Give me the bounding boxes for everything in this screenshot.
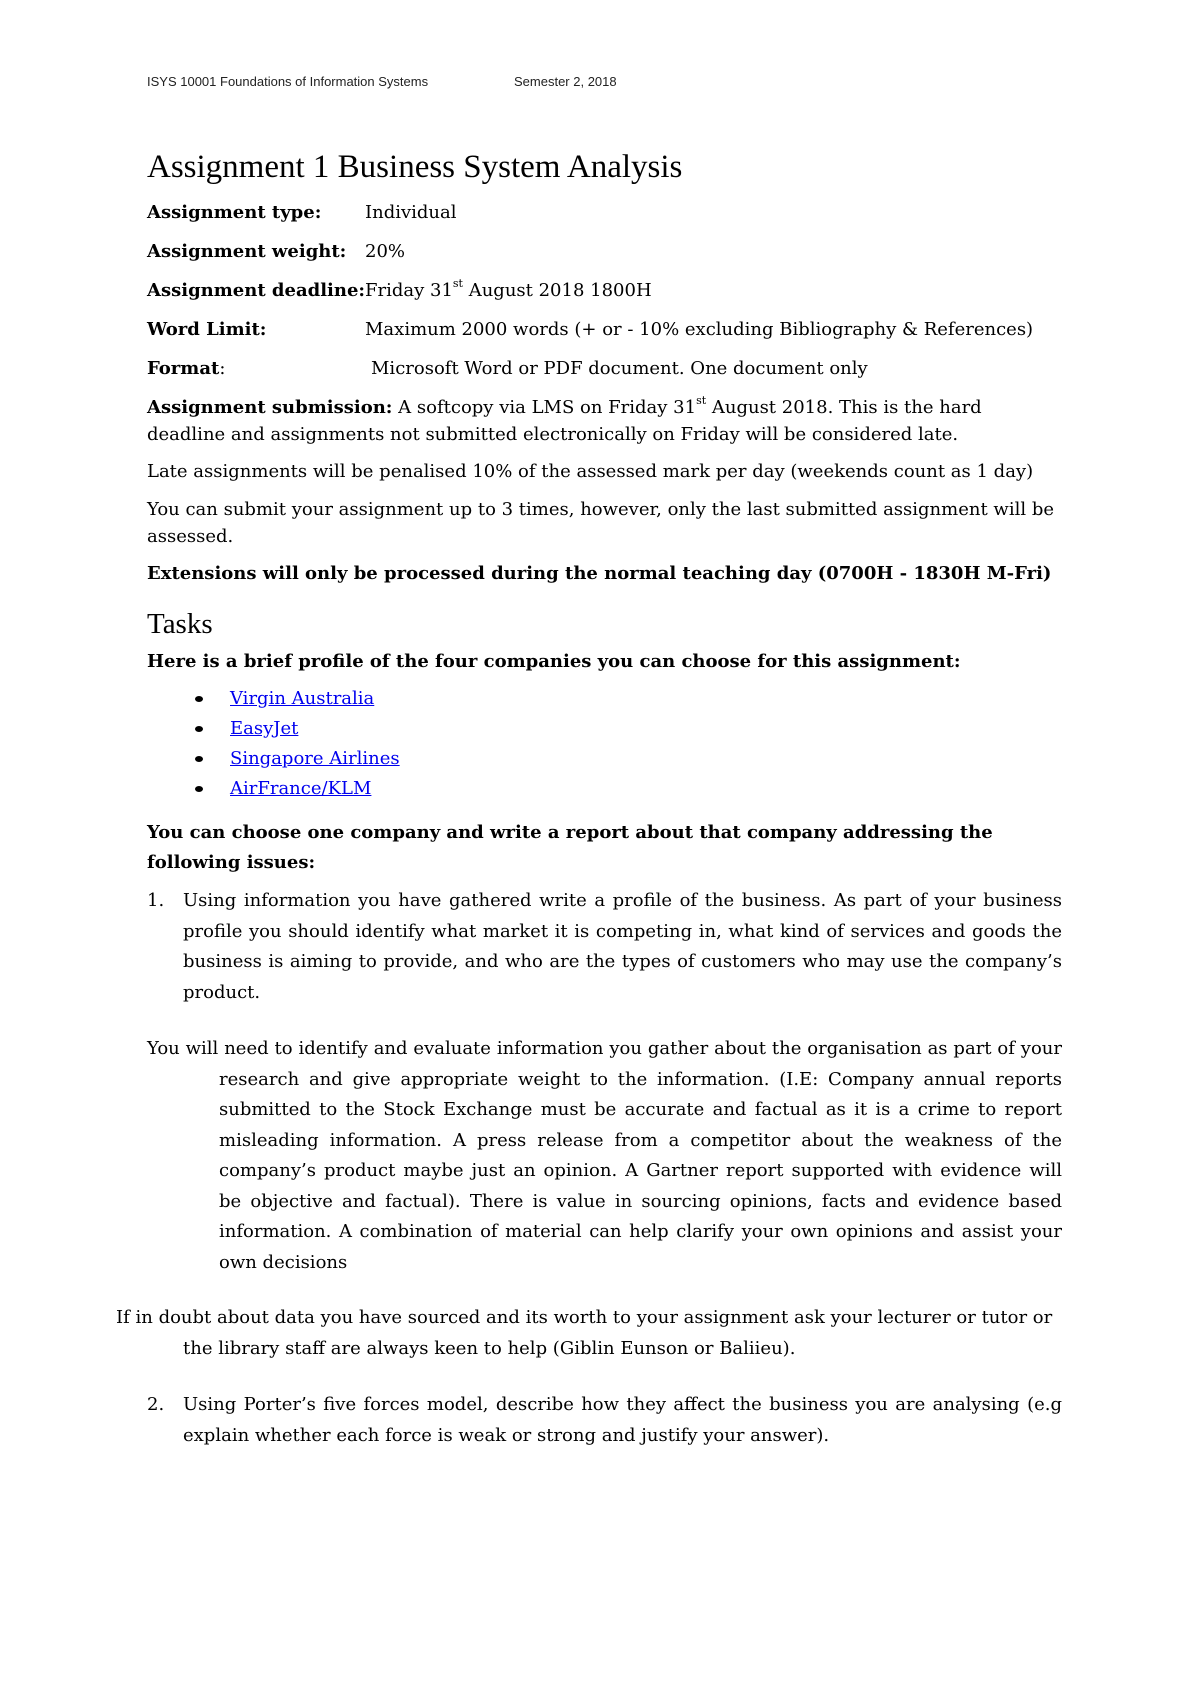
document-title: Assignment 1 Business System Analysis — [147, 149, 683, 185]
assignment-weight-label: Assignment weight: — [147, 241, 347, 262]
late-penalty-text: Late assignments will be penalised 10% of the assessed mark per day (weekends count as 1 day) — [147, 461, 1034, 482]
document-body — [116, 145, 1062, 1451]
task-text-1: Using information you have gathered write a profile of the business. As part of your business profile you should identify what market it is competing in, what kind of services and goods the business is aiming to provide, and who are the types of customers who may use the company’s product. — [183, 890, 1062, 1003]
extensions-text: Extensions will only be processed during the normal teaching day (0700H - 1830H M-Fri) — [147, 563, 1052, 584]
assignment-type-row — [147, 199, 1062, 227]
bullet-icon — [195, 756, 203, 762]
doubt-text: If in doubt about data you have sourced and its worth to your assignment ask your lecturer or tutor or the library staff are always keen to help (Giblin Eunson or Baliieu). — [116, 1307, 1053, 1359]
company-link-singapore-airlines[interactable]: Singapore Airlines — [230, 748, 400, 769]
semester-label: Semester 2, 2018 — [514, 74, 617, 89]
deadline-date-prefix: Friday 31 — [365, 280, 453, 301]
tasks-heading: Tasks — [147, 608, 213, 640]
deadline-date-suffix: August 2018 1800H — [462, 280, 652, 301]
list-item — [195, 744, 1062, 774]
assignment-weight-value: 20% — [365, 241, 406, 262]
format-label: Format — [147, 358, 220, 379]
choose-company-text: You can choose one company and write a report about that company addressing the following issues: — [147, 822, 993, 873]
assignment-weight-row — [147, 238, 1062, 266]
company-link-airfrance-klm[interactable]: AirFrance/KLM — [230, 778, 372, 799]
bullet-icon — [195, 696, 203, 702]
company-list — [147, 684, 1062, 804]
submission-text-start: A softcopy via LMS on Friday 31 — [392, 397, 697, 418]
assignment-type-value: Individual — [365, 202, 457, 223]
list-item — [195, 774, 1062, 804]
evaluate-information-text: You will need to identify and evaluate information you gather about the organisation as part of your research and give appropriate weight to the information. (I.E: Company annual reports submitted to the Stock Exchange must be accurate and factual as it is a crime to report misleading information. A press release from a competitor about the weakness of the company’s product maybe just an opinion. A Gartner report supported with evidence will be objective and factual). There is value in sourcing opinions, facts and evidence based information. A combination of material can help clarify your own opinions and assist your own decisions — [147, 1038, 1062, 1273]
resubmission-text: You can submit your assignment up to 3 times, however, only the last submitted assignment will be assessed. — [147, 499, 1054, 547]
company-link-virgin-australia[interactable]: Virgin Australia — [230, 688, 375, 709]
task-text-2: Using Porter’s five forces model, describe how they affect the business you are analysing (e.g explain whether each force is weak or strong and justify your answer). — [183, 1394, 1062, 1446]
companies-intro: Here is a brief profile of the four companies you can choose for this assignment: — [147, 651, 961, 672]
assignment-deadline-row — [147, 277, 1062, 305]
assignment-type-label: Assignment type: — [147, 202, 322, 223]
word-limit-row — [147, 316, 1062, 344]
task-item-1 — [147, 886, 1062, 1008]
task-number-2: 2. — [147, 1394, 165, 1415]
list-item — [195, 684, 1062, 714]
bullet-icon — [195, 726, 203, 732]
task-item-2 — [147, 1390, 1062, 1451]
format-value: Microsoft Word or PDF document. One document only — [371, 358, 868, 379]
task-number-1: 1. — [147, 890, 165, 911]
assignment-deadline-value — [365, 277, 1062, 305]
company-link-easyjet[interactable]: EasyJet — [230, 718, 299, 739]
page-header — [147, 74, 617, 89]
format-label-cell — [147, 355, 365, 383]
word-limit-value: Maximum 2000 words (+ or - 10% excluding Bibliography & References) — [365, 319, 1034, 340]
course-name: ISYS 10001 Foundations of Information Systems — [147, 74, 429, 89]
submission-ordinal-suffix: st — [696, 394, 707, 407]
list-item — [195, 714, 1062, 744]
bullet-icon — [195, 786, 203, 792]
assignment-deadline-label: Assignment deadline: — [147, 280, 366, 301]
submission-label: Assignment submission: — [147, 397, 393, 418]
deadline-ordinal-suffix: st — [452, 277, 463, 290]
format-colon: : — [219, 358, 226, 379]
word-limit-label: Word Limit: — [147, 319, 267, 340]
submission-paragraph — [147, 394, 1062, 448]
format-row — [147, 355, 1062, 383]
submission-text-end: August 2018. This is the hard deadline and assignments not submitted electronically on Friday will be considered late. — [147, 397, 982, 445]
